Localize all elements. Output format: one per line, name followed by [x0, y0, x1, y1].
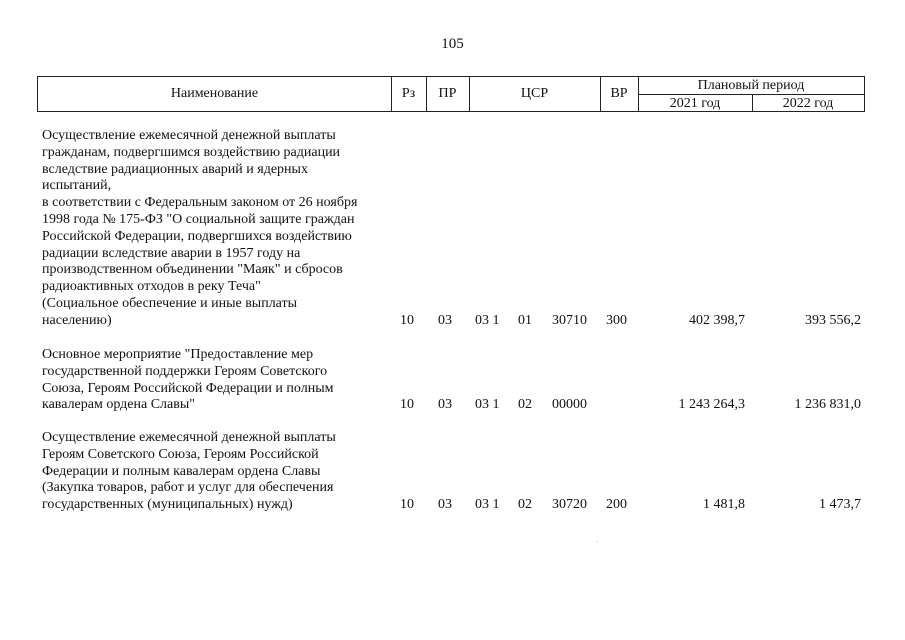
cell-csr-subprogram: 02	[518, 497, 532, 513]
cell-vr: 300	[606, 312, 627, 328]
cell-csr-code: 30720	[552, 497, 587, 513]
row-name: Осуществление ежемесячной денежной выплаты Героям Советского Союза, Героям Российской Федерации и полным кавалерам ордена Славы (Закупка товаров, работ и услуг для обеспечения государственных (муниципальных) нужд)	[42, 430, 336, 513]
cell-2022: 1 473,7	[819, 497, 861, 513]
cell-rz: 10	[400, 397, 414, 413]
table-header	[37, 76, 865, 112]
cell-vr: 200	[606, 497, 627, 513]
cell-csr-subprogram: 02	[518, 397, 532, 413]
cell-csr-program: 03 1	[475, 497, 500, 513]
header-vr: ВР	[610, 86, 628, 101]
cell-pr: 03	[438, 312, 452, 328]
cell-2022: 1 236 831,0	[794, 397, 861, 413]
cell-csr-program: 03 1	[475, 312, 500, 328]
cell-2022: 393 556,2	[805, 312, 861, 328]
cell-csr-program: 03 1	[475, 397, 500, 413]
scan-speck	[596, 541, 598, 542]
cell-pr: 03	[438, 397, 452, 413]
header-plan-period: Плановый период	[697, 78, 805, 93]
row-name: Основное мероприятие "Предоставление мер государственной поддержки Героям Советского Союза, Героям Российской Федерации и полным кавалерам ордена Славы"	[42, 347, 334, 413]
cell-rz: 10	[400, 497, 414, 513]
header-year-2022: 2022 год	[782, 96, 834, 111]
header-csr: ЦСР	[520, 86, 549, 101]
header-rz: Рз	[401, 86, 416, 101]
cell-2021: 1 243 264,3	[678, 397, 745, 413]
row-name: Осуществление ежемесячной денежной выплаты гражданам, подвергшимся воздействию радиации вследствие радиационных аварий и ядерных испытаний, в соответствии с Федеральным законом от 26 ноября 1998 года № 175-ФЗ "О социальной защите граждан Российской Федерации, подвергшихся воздействию радиации вследствие аварии в 1957 году на производственном объединении "Маяк" и сбросов радиоактивных отходов в реку Теча" (Социальное обеспечение и иные выплаты населению)	[42, 128, 358, 328]
page-number: 105	[441, 36, 464, 52]
header-year-2021: 2021 год	[669, 96, 721, 111]
header-name: Наименование	[170, 86, 259, 101]
header-pr: ПР	[438, 86, 457, 101]
cell-csr-code: 30710	[552, 312, 587, 328]
cell-2021: 402 398,7	[689, 312, 745, 328]
cell-rz: 10	[400, 312, 414, 328]
cell-pr: 03	[438, 497, 452, 513]
cell-2021: 1 481,8	[703, 497, 745, 513]
cell-csr-code: 00000	[552, 397, 587, 413]
cell-csr-subprogram: 01	[518, 312, 532, 328]
